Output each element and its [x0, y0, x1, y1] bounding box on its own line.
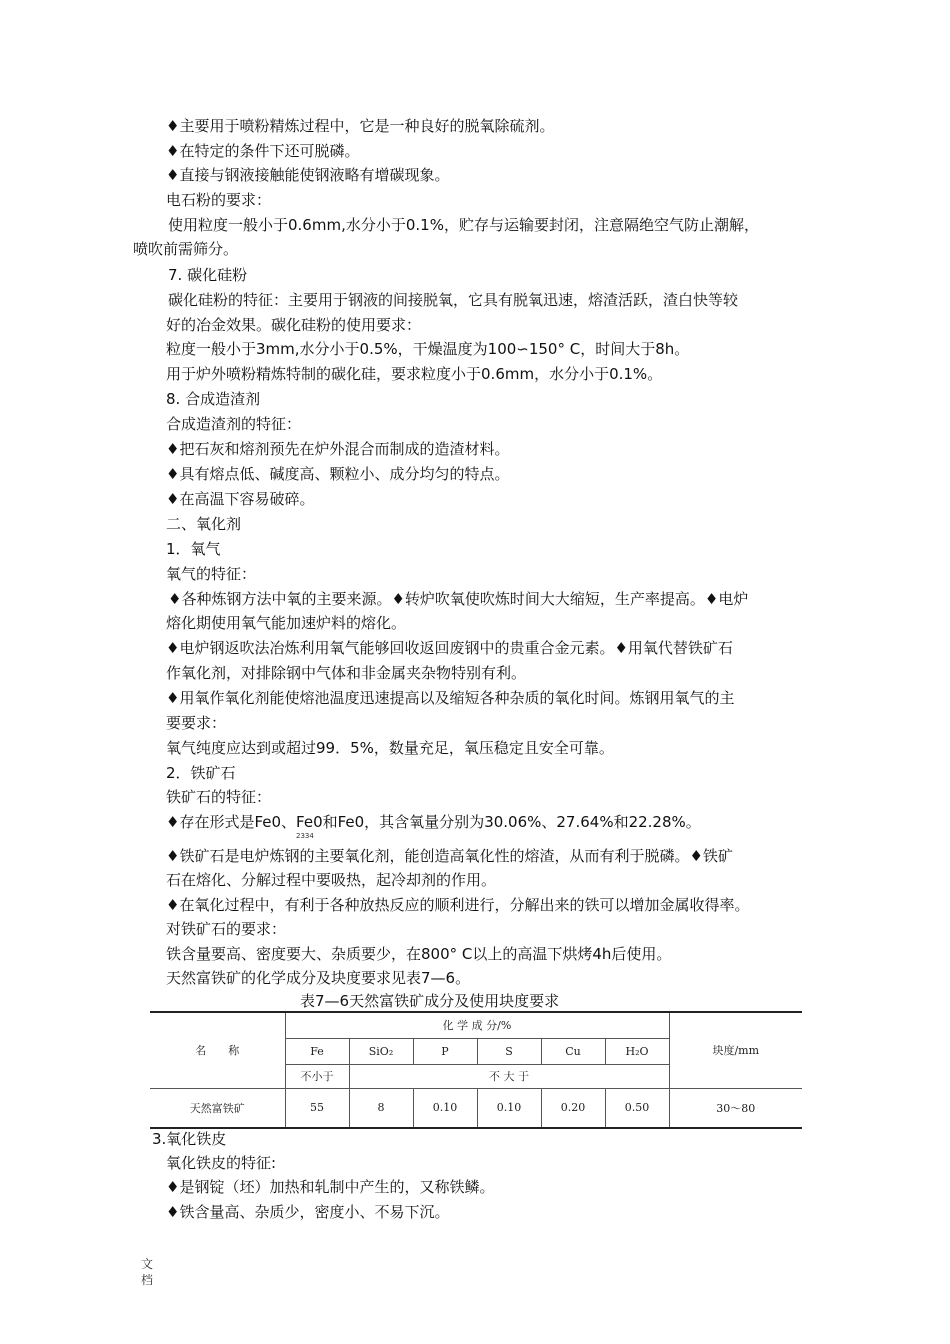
table-header-name: 名 称 — [150, 1012, 285, 1088]
paragraph-line: 用于炉外喷粉精炼特制的碳化硅，要求粒度小于0.6mm，水分小于0.1%。 — [166, 365, 663, 383]
paragraph-line: 作氧化剂，对排除钢中气体和非金属夹杂物特别有利。 — [166, 664, 527, 682]
section-heading: 8. 合成造渣剂 — [166, 390, 261, 408]
table-header-element: Fe — [285, 1038, 349, 1064]
paragraph-line: ♦是钢锭（坯）加热和轧制中产生的，又称铁鳞。 — [166, 1178, 495, 1196]
table-header-size: 块度/mm — [669, 1012, 802, 1088]
table-header-element: SiO₂ — [349, 1038, 413, 1064]
paragraph-line: 氧化铁皮的特征: — [166, 1154, 277, 1172]
section-heading: 7. 碳化硅粉 — [168, 266, 248, 284]
section-heading: 2．铁矿石 — [166, 764, 236, 782]
paragraph-line: 碳化硅粉的特征：主要用于钢液的间接脱氧，它具有脱氧迅速，熔渣活跃，渣白快等较 — [168, 291, 739, 309]
ore-composition-table — [150, 1011, 802, 1129]
paragraph-line: 要要求： — [166, 714, 227, 732]
paragraph-line: ♦具有熔点低、碱度高、颗粒小、成分均匀的特点。 — [166, 465, 510, 483]
table-header-element: P — [413, 1038, 477, 1064]
paragraph-line: 使用粒度一般小于0.6mm,水分小于0.1%，贮存与运输要封闭，注意隔绝空气防止潮解， — [168, 216, 759, 234]
table-cell: 0.10 — [477, 1088, 541, 1128]
table-cell-size: 30～80 — [669, 1088, 802, 1128]
paragraph-line: 好的冶金效果。碳化硅粉的使用要求： — [166, 316, 422, 334]
paragraph-line: ♦铁含量高、杂质少，密度小、不易下沉。 — [166, 1203, 450, 1221]
paragraph-line: 合成造渣剂的特征： — [166, 415, 302, 433]
paragraph-line: ♦在特定的条件下还可脱磷。 — [166, 142, 360, 160]
table-cell: 0.20 — [541, 1088, 605, 1128]
paragraph-line: 熔化期使用氧气能加速炉料的熔化。 — [166, 614, 407, 632]
table-header-element: H₂O — [605, 1038, 669, 1064]
paragraph-line: ♦铁矿石是电炉炼钢的主要氧化剂，能创造高氧化性的熔渣，从而有利于脱磷。♦铁矿 — [166, 847, 733, 865]
table-max-label: 不 大 于 — [349, 1064, 669, 1088]
paragraph-line: 对铁矿石的要求： — [166, 920, 287, 938]
page-footer: 文档 — [141, 1257, 154, 1287]
table-cell: 55 — [285, 1088, 349, 1128]
paragraph-line: ♦电炉钢返吹法冶炼利用氧气能够回收返回废钢中的贵重合金元素。♦用氧代替铁矿石 — [166, 639, 733, 657]
section-heading: 3.氧化铁皮 — [152, 1130, 227, 1148]
paragraph-line: 铁含量要高、密度要大、杂质要少，在800° C以上的高温下烘烤4h后使用。 — [166, 945, 672, 963]
table-header-element: S — [477, 1038, 541, 1064]
paragraph-line: 电石粉的要求： — [166, 191, 272, 209]
table-cell: 0.50 — [605, 1088, 669, 1128]
section-heading: 1．氧气 — [166, 540, 221, 558]
paragraph-line: 铁矿石的特征： — [166, 788, 272, 806]
table-cell: 0.10 — [413, 1088, 477, 1128]
paragraph-line: ♦把石灰和熔剂预先在炉外混合而制成的造渣材料。 — [166, 440, 510, 458]
table-cell: 8 — [349, 1088, 413, 1128]
paragraph-line: 天然富铁矿的化学成分及块度要求见表7—6。 — [166, 969, 471, 987]
subscript-note: 2334 — [296, 832, 314, 840]
table-row-name: 天然富铁矿 — [150, 1088, 285, 1128]
paragraph-line: 粒度一般小于3mm,水分小于0.5%，干燥温度为100∽150° C，时间大于8h。 — [166, 340, 690, 358]
paragraph-line: 氧气的特征： — [166, 565, 257, 583]
paragraph-line: ♦在高温下容易破碎。 — [166, 490, 315, 508]
paragraph-line: ♦直接与钢液接触能使钢液略有增碳现象。 — [166, 166, 450, 184]
paragraph-line: ♦在氧化过程中，有利于各种放热反应的顺利进行，分解出来的铁可以增加金属收得率。 — [166, 896, 750, 914]
table-min-label: 不小于 — [285, 1064, 349, 1088]
paragraph-line: ♦主要用于喷粉精炼过程中，它是一种良好的脱氧除硫剂。 — [166, 117, 555, 135]
paragraph-line: ♦用氧作氧化剂能使熔池温度迅速提高以及缩短各种杂质的氧化时间。炼钢用氧气的主 — [166, 689, 735, 707]
table-header-composition: 化 学 成 分/% — [285, 1012, 669, 1038]
paragraph-line: ♦各种炼钢方法中氧的主要来源。♦转炉吹氧使吹炼时间大大缩短，生产率提高。♦电炉 — [168, 590, 749, 608]
section-heading: 二、氧化剂 — [166, 515, 242, 533]
paragraph-line: 喷吹前需筛分。 — [133, 240, 239, 258]
paragraph-line: ♦存在形式是Fe0、Fe0和Fe0，其含氧量分别为30.06%、27.64%和22.28%。 — [166, 813, 701, 831]
paragraph-line: 氧气纯度应达到或超过99．5%，数量充足，氧压稳定且安全可靠。 — [166, 739, 614, 757]
table-header-element: Cu — [541, 1038, 605, 1064]
paragraph-line: 石在熔化、分解过程中要吸热，起冷却剂的作用。 — [166, 871, 497, 889]
table-caption: 表7—6天然富铁矿成分及使用块度要求 — [300, 992, 560, 1010]
